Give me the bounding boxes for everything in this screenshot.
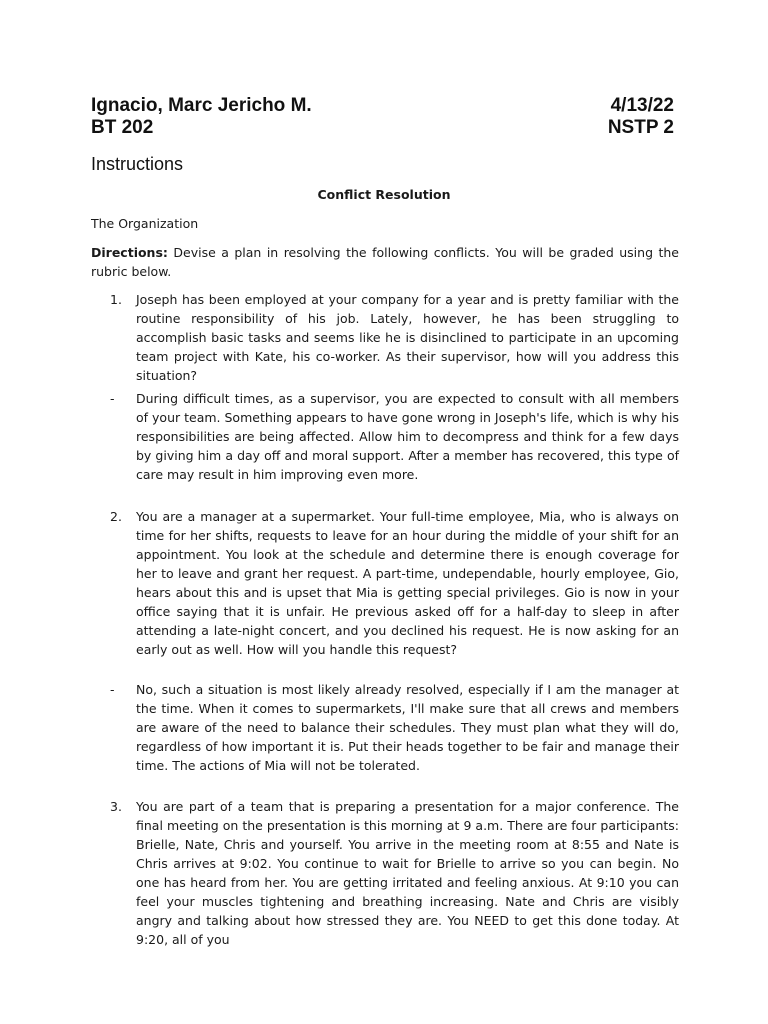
item-text: You are a manager at a supermarket. Your full-time employee, Mia, who is always on time for her shifts, requests to leave for an hour during the middle of your shift for an appointment. You look at the schedule and determine there is enough coverage for her to leave and grant her request. A part-time, undependable, hourly employee, Gio, hears about this and is upset that Mia is getting special privileges. Gio is now in your office saying that it is unfair. He previous asked off for a half-day to sleep in after attending a late-night concert, and you declined his request. He is now asking for an early out as well. How will you handle this request? [136,509,679,657]
item-text: You are part of a team that is preparing a presentation for a major conference. The final meeting on the presentation is this morning at 9 a.m. There are four participants: Brielle, Nate, Chris and yourself. You arrive in the meeting room at 8:55 and Nate is Chris arrives at 9:02. You continue to wait for Brielle to arrive so you can begin. No one has heard from her. You are getting irritated and feeling anxious. At 9:10 you can feel your muscles tightening and breathing increasing. Nate and Chris are visibly angry and talking about how stressed they are. You NEED to get this done today. At 9:20, all of you [136,799,679,947]
item-marker: 2. [110,509,122,524]
section-label: The Organization [91,216,199,231]
item-marker: 3. [110,799,122,814]
question-item-2 [110,507,679,659]
directions-text: Devise a plan in resolving the following conflicts. You will be graded using the rubric below. [91,245,679,279]
item-text: Joseph has been employed at your company for a year and is pretty familiar with the routine responsibility of his job. Lately, however, he has been struggling to accomplish basic tasks and seems like he is disinclined to participate in an upcoming team project with Kate, his co-worker. As their supervisor, how will you address this situation? [136,292,679,383]
answer-item-2 [110,680,679,775]
student-name: Ignacio, Marc Jericho M. [91,95,312,116]
question-item-1 [110,290,679,385]
directions-label: Directions: [91,245,168,260]
directions-paragraph [91,243,679,281]
answer-item-1 [110,389,679,484]
course-code: BT 202 [91,117,154,138]
item-marker: 1. [110,292,122,307]
item-text: During difficult times, as a supervisor, you are expected to consult with all members of your team. Something appears to have gone wrong in Joseph's life, which is why his responsibilities are being affected. Allow him to decompress and think for a few days by giving him a day off and moral support. After a member has recovered, this type of care may result in him improving even more. [136,391,679,482]
document-date: 4/13/22 [610,95,674,116]
item-marker: - [110,391,115,406]
subject-code: NSTP 2 [607,117,674,138]
question-item-3 [110,797,679,949]
item-marker: - [110,682,115,697]
instructions-heading: Instructions [91,154,184,174]
document-title: Conflict Resolution [317,187,451,202]
item-text: No, such a situation is most likely already resolved, especially if I am the manager at the time. When it comes to supermarkets, I'll make sure that all crews and members are aware of the need to balance their schedules. They must plan what they will do, regardless of how important it is. Put their heads together to be fair and manage their time. The actions of Mia will not be tolerated. [136,682,679,773]
